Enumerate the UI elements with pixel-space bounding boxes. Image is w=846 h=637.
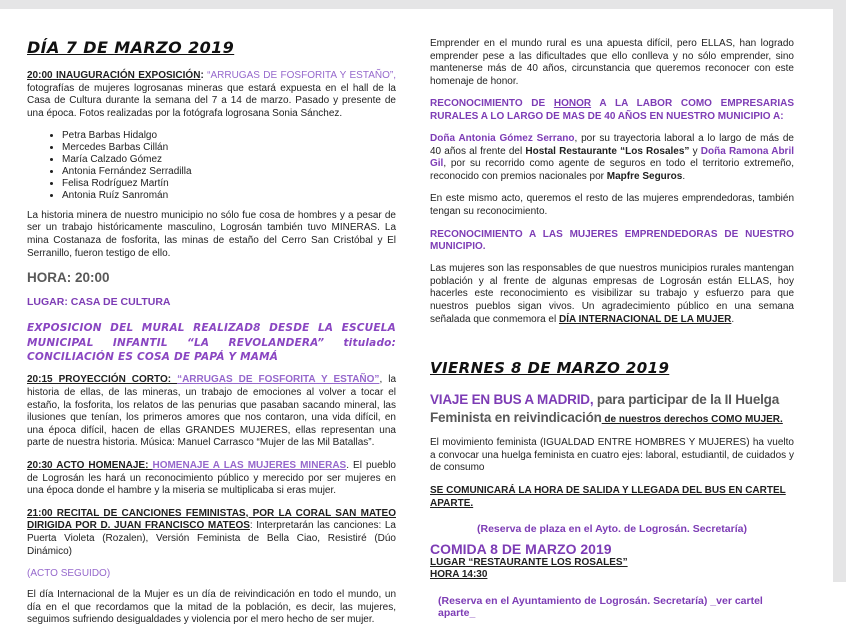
homenaje-body: . El pueblo de Logrosán les hará un reconocimiento público y merecido por ser mujeres en una época donde el hambre y la miseria se multiplicaba si eras mujer. bbox=[27, 459, 396, 497]
column-right bbox=[430, 38, 794, 625]
responsables-paragraph bbox=[430, 263, 794, 326]
viaje-subtitle: para participar de la II Huelga Feminista en reivindicación bbox=[430, 392, 780, 425]
lugar-label: LUGAR: CASA DE CULTURA bbox=[27, 296, 171, 309]
miner-name: • Antonia Fernández Serradilla bbox=[62, 166, 396, 178]
reconocimiento-emprendedoras-heading: RECONOCIMIENTO A LAS MUJERES EMPRENDEDORAS DE NUESTRO MUNICIPIO. bbox=[430, 228, 794, 253]
bus-schedule-notice: SE COMUNICARÁ LA HORA DE SALIDA Y LLEGADA DEL BUS EN CARTEL APARTE. bbox=[430, 485, 786, 509]
viaje-derechos-phrase: de nuestros derechos COMO MUJER. bbox=[601, 413, 783, 425]
hora-label: HORA: 20:00 bbox=[27, 270, 110, 286]
homenaje-event-title: HOMENAJE A LAS MUJERES MINERAS bbox=[152, 459, 347, 471]
homenaje-time-title: 20:30 ACTO HOMENAJE: bbox=[27, 459, 153, 471]
viewer-background-top-edge bbox=[0, 0, 833, 9]
business-name-1: Hostal Restaurante “Los Rosales” bbox=[525, 145, 690, 157]
movimiento-paragraph: El movimiento feminista (IGUALDAD ENTRE HOMBRES Y MUJERES) ha vuelto a convocar una huelga feminista en cuatro ejes: laboral, estudiantil, de cuidados y de consumo bbox=[430, 437, 794, 474]
proyeccion-film-title: “ARRUGAS DE FOSFORITA Y ESTAÑO” bbox=[177, 374, 380, 386]
event-homenaje bbox=[27, 460, 396, 498]
empresarias-text-1: , por su trayectoria laboral a lo largo de más de 40 años al frente del bbox=[430, 132, 794, 157]
proyeccion-time-title: 20:15 PROYECCIÓN CORTO: bbox=[27, 374, 178, 386]
event-proyeccion bbox=[27, 374, 396, 450]
column-left bbox=[27, 38, 396, 637]
mismo-acto-paragraph: En este mismo acto, queremos el resto de las mujeres emprendedoras, también tengan su reconocimiento. bbox=[430, 193, 794, 217]
miner-name: • Felisa Rodríguez Martín bbox=[62, 178, 396, 190]
day-7-heading-text: DÍA 7 DE MARZO 2019 bbox=[27, 38, 235, 57]
reserva-ayuntamiento-note: (Reserva en el Ayuntamiento de Logrosán. Secretaría) _ver cartel aparte_ bbox=[438, 594, 763, 620]
viewer-background-right-edge bbox=[833, 0, 846, 582]
inauguracion-body: fotografías de mujeres logrosanas mineras que estará expuesta en el hall de la Casa de Cultura durante la semana del 7 a 14 de marzo. Pasado y presente de una época. Fotos realizadas por la fotógrafa logrosana Sonia Sánchez. bbox=[27, 82, 396, 119]
honor-heading-pre: RECONOCIMIENTO DE bbox=[430, 98, 554, 110]
closing-paragraph: El día Internacional de la Mujer es un día de reivindicación en todo el mundo, un día en el que recordamos que la mitad de la población, es decir, las mujeres, seguimos sufriendo desigualdades y violencia por el mero hecho de ser mujer. bbox=[27, 589, 396, 626]
viaje-bus-heading bbox=[430, 391, 794, 428]
miners-list bbox=[27, 130, 396, 201]
miner-name: • Mercedes Barbas Cillán bbox=[62, 142, 396, 154]
miner-name: • María Calzado Gómez bbox=[62, 154, 396, 166]
empresaria-name-2: Doña Ramona Abril Gil bbox=[430, 145, 794, 170]
inauguracion-time-title: 20:00 INAUGURACIÓN EXPOSICIÓN bbox=[27, 70, 201, 81]
responsables-text-end: . bbox=[731, 313, 735, 325]
miner-name: • Petra Barbas Hidalgo bbox=[62, 130, 396, 142]
dia-internacional-phrase: DÍA INTERNACIONAL DE LA MUJER bbox=[558, 313, 732, 325]
empresarias-paragraph bbox=[430, 133, 794, 183]
reserva-plaza-note: (Reserva de plaza en el Ayto. de Logrosán. Secretaría) bbox=[477, 523, 747, 536]
responsables-text: Las mujeres son las responsables de que nuestros municipios rurales mantengan población y al frente de algunas empresas de Logrosán están ELLAS, hoy hacerles este reconocimiento es visibilizar su trabajo y esfuerzo para que nuestros pueblos sigan vivos. Un agradecimiento público en una semana señalada que conmemora el bbox=[430, 263, 794, 325]
empresarias-text-2: y bbox=[689, 145, 701, 157]
intro-emprender-paragraph: Emprender en el mundo rural es una apuesta difícil, pero ELLAS, han logrado emprender pese a las dificultades que ello conlleva y no sólo emprender, sino mantenerse más de 40 años, circunstancia que queremos reconocer con este homenaje de honor. bbox=[430, 38, 794, 87]
proyeccion-body: , la historia de ellas, de las mineras, un trabajo de emociones al volver a tocar el estaño, la fosforita, los relatos de las penurias que pasaban sacando mineral, las ilusiones que tenían, los primeros amores que nos contaron, una vida difícil, en una época difícil, hacen de ellas GRANDES MUJERES, ellas representan una parte de nuestra historia. Música: Manuel Carrasco “Mujer de las Mil Batallas”. bbox=[27, 374, 396, 449]
honor-heading-post: A LA LABOR COMO EMPRESARIAS RURALES A LO LARGO DE MAS DE 40 AÑOS EN NUESTRO MUNICIPIO A: bbox=[430, 98, 794, 123]
viaje-title: VIAJE EN BUS A MADRID, bbox=[430, 392, 594, 408]
recital-body: : Interpretarán las canciones: La Puerta Violeta (Rozalen), Versión Feminista de Bella Ciao, Resistiré (Dúo Dinámico) bbox=[27, 520, 396, 557]
mural-note: EXPOSICION DEL MURAL REALIZAD8 DESDE LA ESCUELA MUNICIPAL INFANTIL “LA REVOLANDERA” titulado: CONCILIACIÓN ES COSA DE PAPÁ Y MAMÁ bbox=[27, 322, 396, 363]
day-8-heading bbox=[430, 359, 794, 377]
recital-time-title: 21:00 RECITAL DE CANCIONES FEMINISTAS, POR LA CORAL SAN MATEO DIRIGIDA POR D. JUAN FRANCISCO MATEOS bbox=[27, 507, 396, 532]
honor-heading-underlined: HONOR bbox=[553, 98, 592, 110]
empresarias-text-end: . bbox=[682, 170, 686, 182]
empresaria-name-1: Doña Antonia Gómez Serrano bbox=[430, 132, 575, 144]
day-8-heading-text: VIERNES 8 DE MARZO 2019 bbox=[430, 359, 670, 378]
comida-hora: HORA 14:30 bbox=[430, 569, 488, 581]
historia-minera-paragraph: La historia minera de nuestro municipio no sólo fue cosa de hombres y a pesar de ser un trabajo históricamente masculino, Logrosán también tuvo MINERAS. La mina Costanaza de fosforita, las minas de estaño del Cerro San Cristóbal y El Serranillo, fueron testigo de ello. bbox=[27, 209, 396, 259]
inauguracion-expo-title: “ARRUGAS DE FOSFORITA Y ESTAÑO”, bbox=[207, 70, 396, 81]
business-name-2: Mapfre Seguros bbox=[606, 170, 683, 182]
inauguracion-colon: : bbox=[200, 70, 208, 81]
acto-seguido-note: (ACTO SEGUIDO) bbox=[27, 568, 111, 580]
comida-heading: COMIDA 8 DE MARZO 2019 bbox=[430, 540, 612, 557]
day-7-heading bbox=[27, 38, 396, 57]
comida-lugar: LUGAR “RESTAURANTE LOS ROSALES” bbox=[430, 556, 628, 568]
event-recital bbox=[27, 508, 396, 558]
reconocimiento-honor-heading bbox=[430, 98, 794, 124]
event-inauguracion bbox=[27, 70, 396, 120]
miner-name: • Antonia Ruíz Sanromán bbox=[62, 190, 396, 202]
empresarias-text-3: , por su recorrido como agente de seguros en todo el territorio extremeño, reconocido con premios nacionales por bbox=[430, 158, 794, 182]
